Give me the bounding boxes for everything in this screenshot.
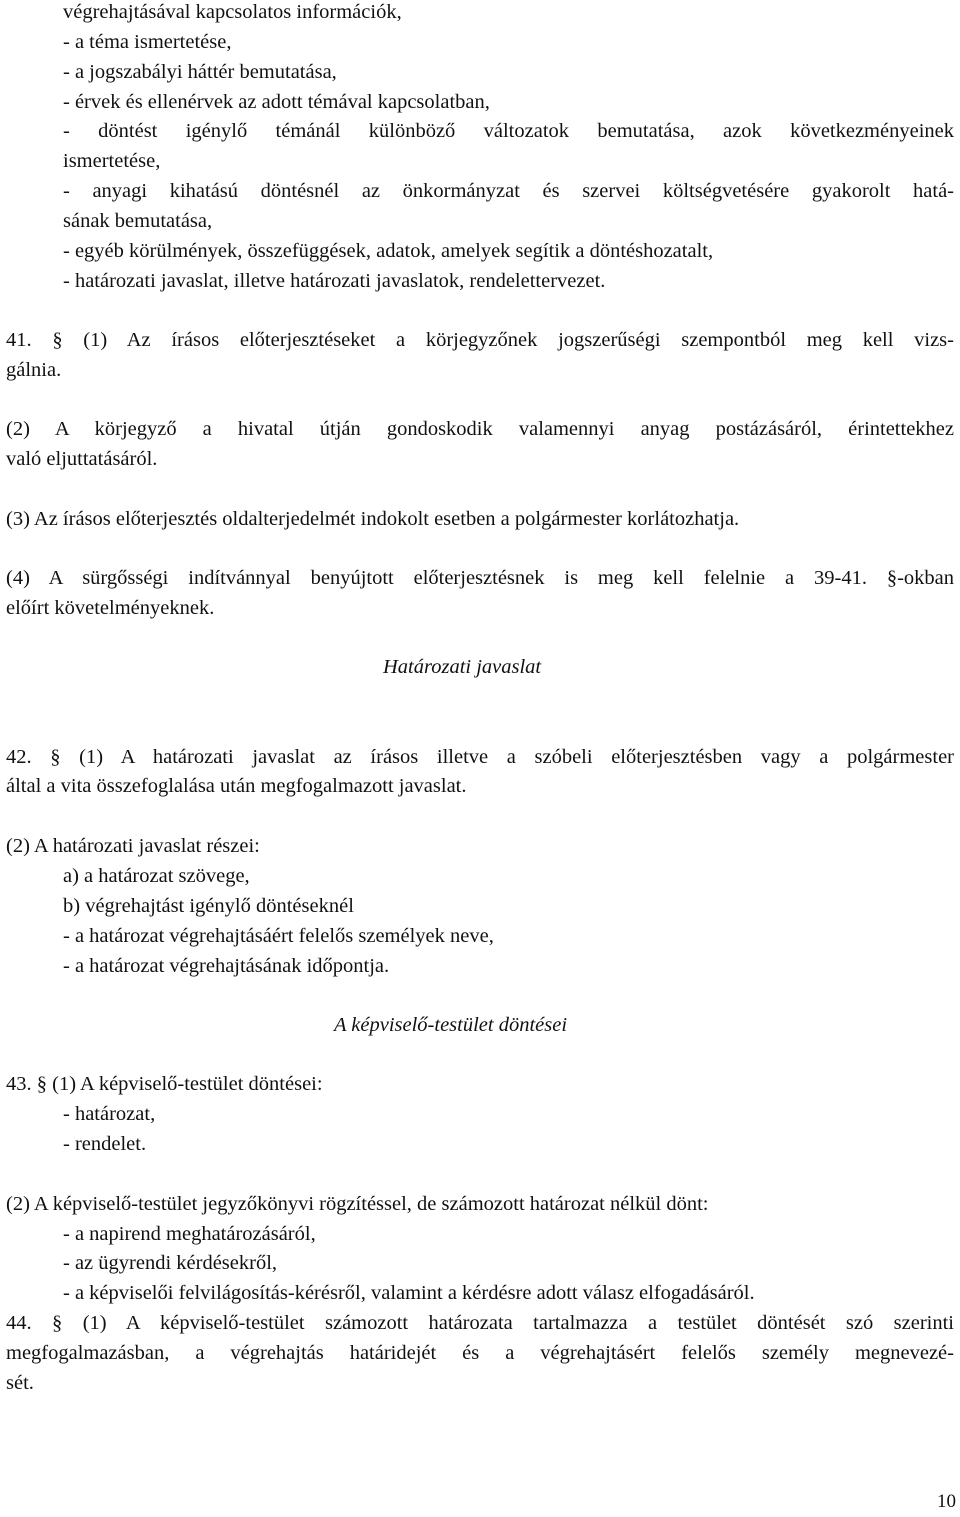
list-item: - a képviselői felvilágosítás-kérésről, valamint a kérdésre adott válasz elfogadásáról. [63, 1282, 755, 1304]
section-42-para-2: (2) A határozati javaslat részei: [6, 835, 260, 857]
text-line: gálnia. [6, 359, 62, 381]
section-heading: A képviselő-testület döntései [334, 1014, 568, 1036]
text-line: végrehajtásával kapcsolatos információk, [63, 1, 402, 23]
text-line: által a vita összefoglalása után megfogalmazott javaslat. [6, 775, 467, 797]
text-line: - egyéb körülmények, összefüggések, adatok, amelyek segítik a döntéshozatalt, [63, 240, 714, 262]
text-line: - döntést igénylő témánál különböző változatok bemutatása, azok következményeinek [63, 120, 954, 142]
text-line: való eljuttatásáról. [6, 448, 158, 470]
list-item: b) végrehajtást igénylő döntéseknél [63, 895, 354, 917]
text-line: sának bemutatása, [63, 210, 213, 232]
section-41-para-2: (2) A körjegyző a hivatal útján gondoskodik valamennyi anyag postázásáról, érintettekhez [6, 418, 954, 440]
text-line: - érvek és ellenérvek az adott témával kapcsolatban, [63, 91, 490, 113]
text-line: - a jogszabályi háttér bemutatása, [63, 61, 337, 83]
text-line: - határozati javaslat, illetve határozati javaslatok, rendelettervezet. [63, 270, 606, 292]
section-41-para-1: 41. § (1) Az írásos előterjesztéseket a körjegyzőnek jogszerűségi szempontból meg kell vizs- [6, 329, 954, 351]
list-item: - a határozat végrehajtásának időpontja. [63, 955, 390, 977]
list-item: a) a határozat szövege, [63, 865, 250, 887]
list-item: - határozat, [63, 1103, 156, 1125]
section-heading: Határozati javaslat [383, 656, 542, 678]
section-43-para-2: (2) A képviselő-testület jegyzőkönyvi rögzítéssel, de számozott határozat nélkül dönt: [6, 1193, 709, 1215]
list-item: - rendelet. [63, 1133, 147, 1155]
text-line: megfogalmazásban, a végrehajtás határidejét és a végrehajtásért felelős személy megnevezé- [6, 1342, 954, 1364]
section-41-para-4: (4) A sürgősségi indítvánnyal benyújtott előterjesztésnek is meg kell felelnie a 39-41. §-okban [6, 567, 954, 589]
text-line: - anyagi kihatású döntésnél az önkormányzat és szervei költségvetésére gyakorolt hatá- [63, 180, 954, 202]
section-44-para-1: 44. § (1) A képviselő-testület számozott határozata tartalmazza a testület döntését szó szerinti [6, 1312, 954, 1334]
text-line: sét. [6, 1372, 34, 1394]
list-item: - a napirend meghatározásáról, [63, 1223, 316, 1245]
list-item: - a határozat végrehajtásáért felelős személyek neve, [63, 925, 494, 947]
text-line: ismertetése, [63, 150, 161, 172]
text-line: előírt követelményeknek. [6, 597, 215, 619]
text-line: - a téma ismertetése, [63, 31, 232, 53]
section-43-para-1: 43. § (1) A képviselő-testület döntései: [6, 1073, 323, 1095]
list-item: - az ügyrendi kérdésekről, [63, 1252, 278, 1274]
section-41-para-3: (3) Az írásos előterjesztés oldalterjedelmét indokolt esetben a polgármester korlátozhatja. [6, 508, 740, 530]
section-42-para-1: 42. § (1) A határozati javaslat az írásos illetve a szóbeli előterjesztésben vagy a polgármester [6, 746, 954, 768]
page-number: 10 [937, 1491, 956, 1512]
